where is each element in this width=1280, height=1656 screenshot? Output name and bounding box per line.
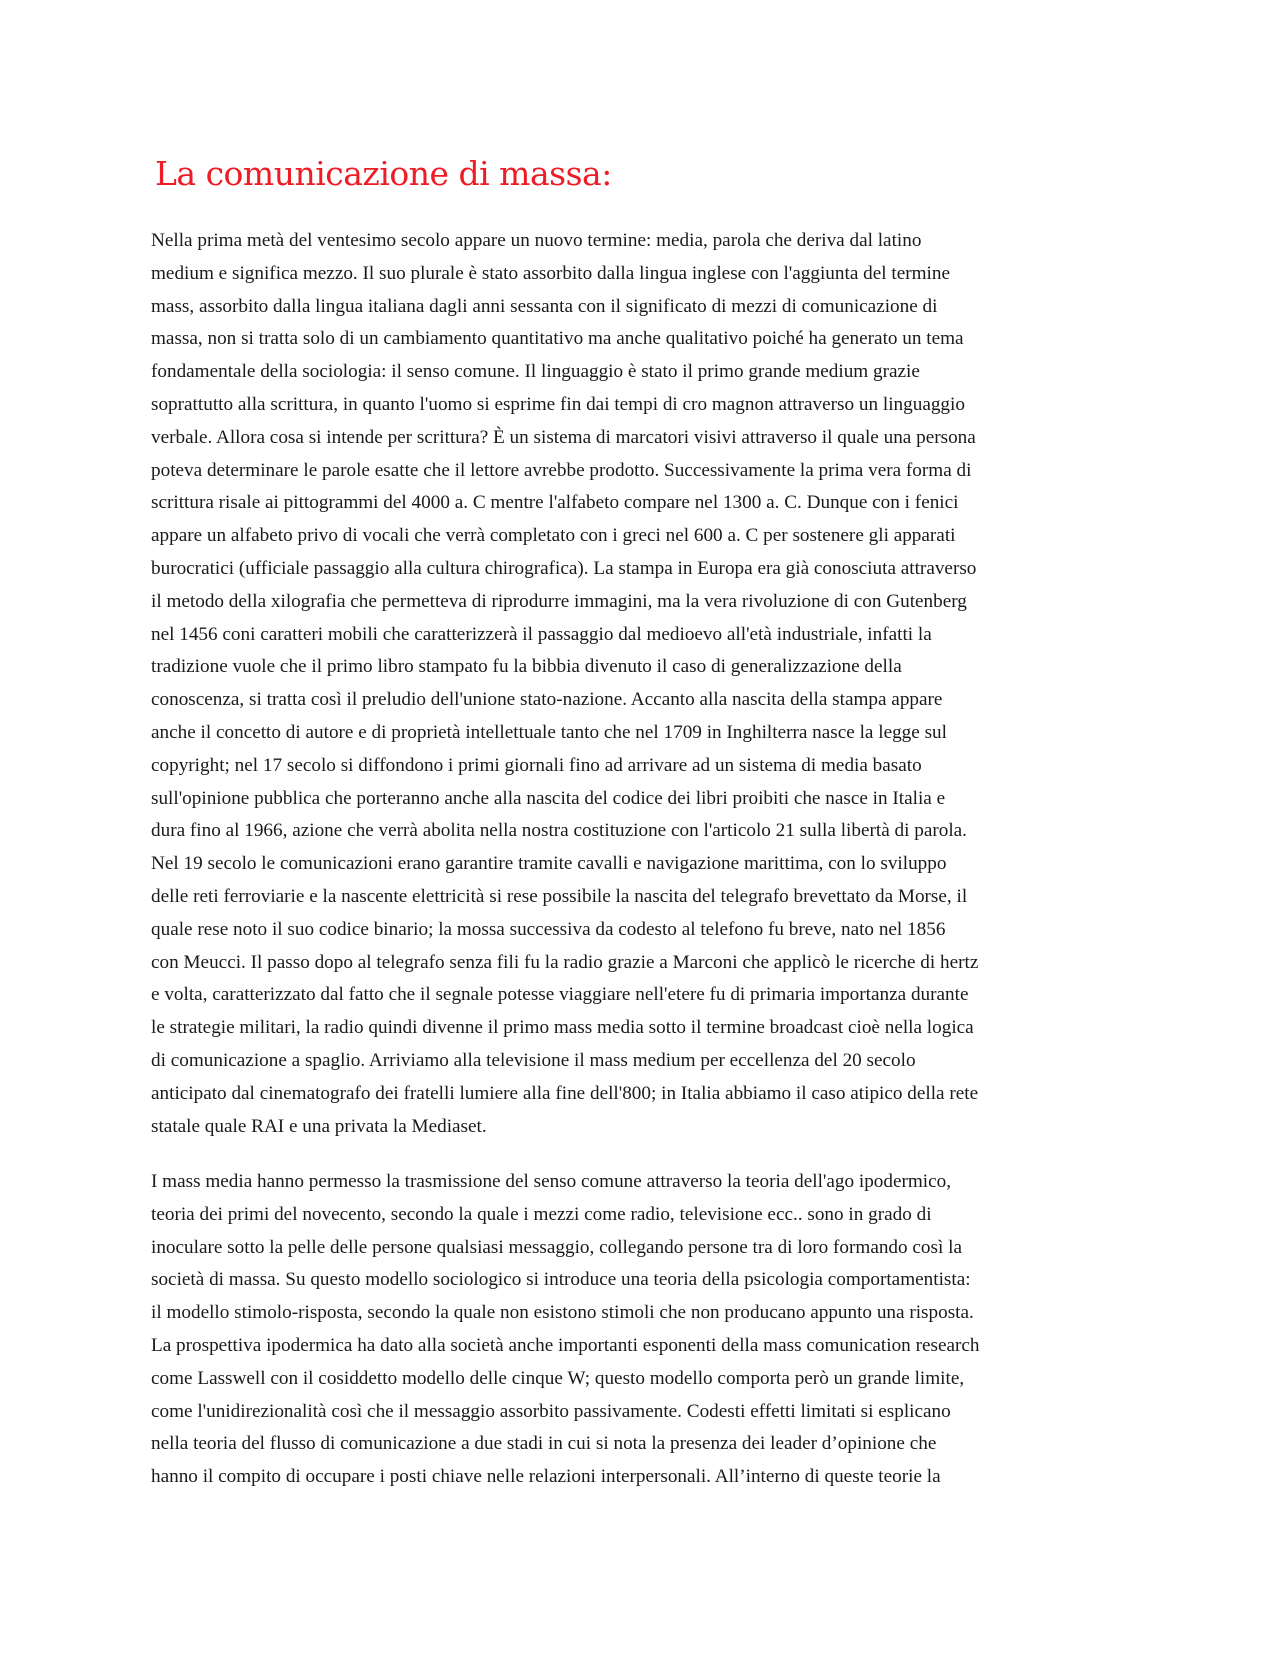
text-line: appare un alfabeto privo di vocali che verrà completato con i greci nel 600 a. C per sostenere gli apparati [151,525,956,547]
text-line: burocratici (ufficiale passaggio alla cultura chirografica). La stampa in Europa era già conosciuta attraverso [151,557,977,579]
paragraph-mass-communication-history [151,225,1151,1143]
text-line: anticipato dal cinematografo dei fratelli lumiere alla fine dell'800; in Italia abbiamo il caso atipico della rete [151,1082,979,1104]
text-line: di comunicazione a spaglio. Arriviamo alla televisione il mass medium per eccellenza del 20 secolo [151,1049,916,1071]
text-line: Nella prima metà del ventesimo secolo appare un nuovo termine: media, parola che deriva dal latino [151,230,922,251]
text-line: delle reti ferroviarie e la nascente elettricità si rese possibile la nascita del telegrafo brevettato da Morse, il [151,885,968,907]
text-line: medium e significa mezzo. Il suo plurale è stato assorbito dalla lingua inglese con l'aggiunta del termine [151,262,950,284]
text-line: nella teoria del flusso di comunicazione a due stadi in cui si nota la presenza dei leader d’opinione che [151,1433,937,1455]
text-line: mass, assorbito dalla lingua italiana dagli anni sessanta con il significato di mezzi di comunicazione di [151,295,938,317]
paragraph-mass-media-theories [151,1166,1151,1494]
text-line: anche il concetto di autore e di proprietà intellettuale tanto che nel 1709 in Inghilterra nasce la legge sul [151,721,947,743]
text-line: verbale. Allora cosa si intende per scrittura? È un sistema di marcatori visivi attraverso il quale una persona [151,426,976,448]
text-line: il metodo della xilografia che permetteva di riprodurre immagini, ma la vera rivoluzione di con Gutenberg [151,590,967,612]
text-line: statale quale RAI e una privata la Mediaset. [151,1115,487,1137]
text-line: poteva determinare le parole esatte che il lettore avrebbe prodotto. Successivamente la prima vera forma di [151,459,972,481]
text-line: tradizione vuole che il primo libro stampato fu la bibbia divenuto il caso di generalizzazione della [151,656,902,678]
text-line: nel 1456 coni caratteri mobili che caratterizzerà il passaggio dal medioevo all'età industriale, infatti la [151,623,932,645]
text-line: come Lasswell con il cosiddetto modello delle cinque W; questo modello comporta però un grande limite, [151,1367,965,1389]
text-line: il modello stimolo-risposta, secondo la quale non esistono stimoli che non producano appunto una risposta. [151,1302,974,1324]
text-line: fondamentale della sociologia: il senso comune. Il linguaggio è stato il primo grande medium grazie [151,361,920,383]
text-line: dura fino al 1966, azione che verrà abolita nella nostra costituzione con l'articolo 21 sulla libertà di parola. [151,820,967,842]
text-line: le strategie militari, la radio quindi divenne il primo mass media sotto il termine broadcast cioè nella logica [151,1017,974,1039]
text-line: massa, non si tratta solo di un cambiamento quantitativo ma anche qualitativo poiché ha generato un tema [151,328,964,350]
text-line: come l'unidirezionalità così che il messaggio assorbito passivamente. Codesti effetti limitati si esplicano [151,1400,951,1422]
document-title: La comunicazione di massa: [155,154,612,193]
text-line: La prospettiva ipodermica ha dato alla società anche importanti esponenti della mass comunication research [151,1334,980,1356]
text-line: quale rese noto il suo codice binario; la mossa successiva da codesto al telefono fu breve, nato nel 1856 [151,918,946,940]
text-line: scrittura risale ai pittogrammi del 4000 a. C mentre l'alfabeto compare nel 1300 a. C. Dunque con i fenici [151,492,959,514]
text-line: conoscenza, si tratta così il preludio dell'unione stato-nazione. Accanto alla nascita della stampa appare [151,689,943,711]
text-line: I mass media hanno permesso la trasmissione del senso comune attraverso la teoria dell'ago ipodermico, [151,1171,952,1192]
text-line: e volta, caratterizzato dal fatto che il segnale potesse viaggiare nell'etere fu di primaria importanza durante [151,984,969,1006]
text-line: copyright; nel 17 secolo si diffondono i primi giornali fino ad arrivare ad un sistema di media basato [151,754,922,776]
text-line: sull'opinione pubblica che porteranno anche alla nascita del codice dei libri proibiti che nasce in Italia e [151,787,946,809]
text-line: teoria dei primi del novecento, secondo la quale i mezzi come radio, televisione ecc.. sono in grado di [151,1203,932,1225]
text-line: hanno il compito di occupare i posti chiave nelle relazioni interpersonali. All’interno di queste teorie la [151,1466,941,1488]
text-line: con Meucci. Il passo dopo al telegrafo senza fili fu la radio grazie a Marconi che applicò le ricerche di hertz [151,951,979,973]
text-line: soprattutto alla scrittura, in quanto l'uomo si esprime fin dai tempi di cro magnon attraverso un linguaggio [151,393,965,415]
text-line: inoculare sotto la pelle delle persone qualsiasi messaggio, collegando persone tra di loro formando così la [151,1236,962,1258]
text-line: società di massa. Su questo modello sociologico si introduce una teoria della psicologia comportamentista: [151,1269,971,1291]
text-line: Nel 19 secolo le comunicazioni erano garantire tramite cavalli e navigazione marittima, con lo sviluppo [151,853,947,875]
